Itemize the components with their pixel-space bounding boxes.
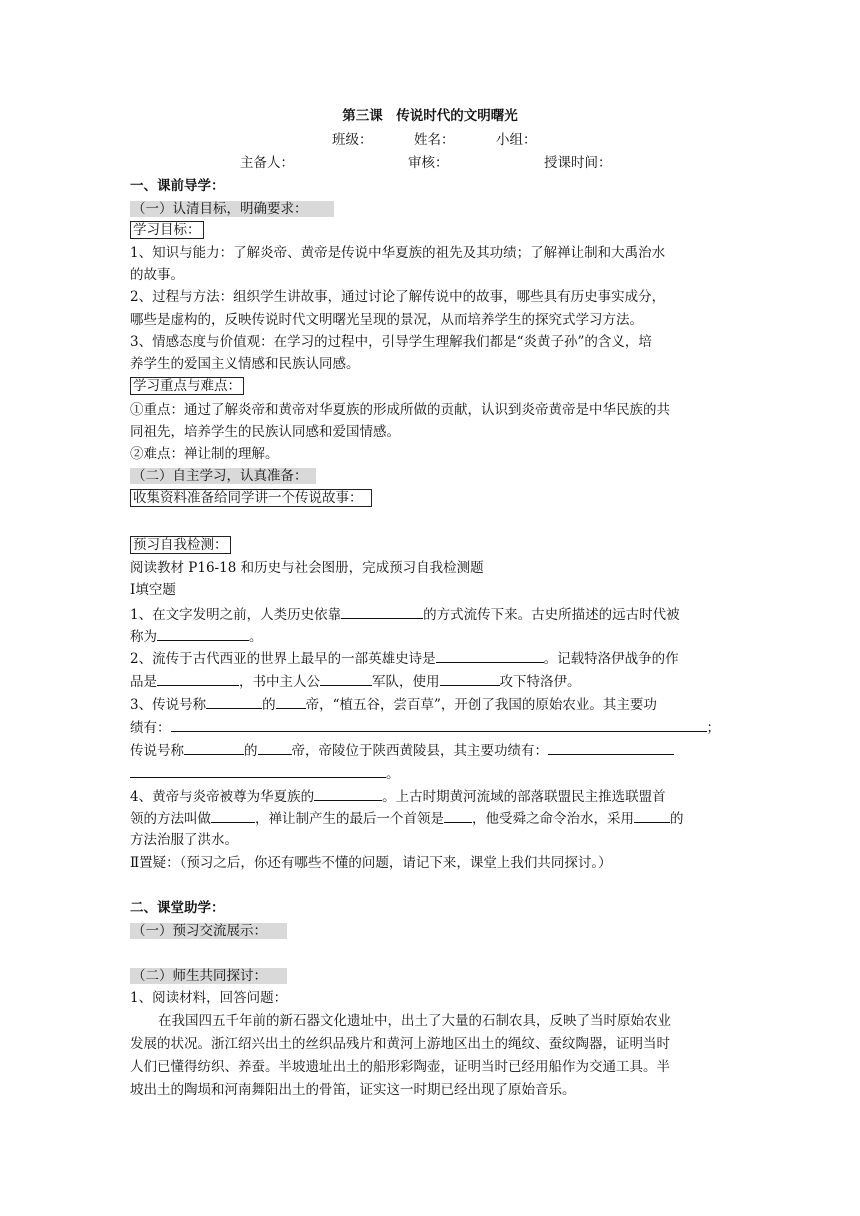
goal-2b: 哪些是虚构的，反映传说时代文明曙光呈现的景况，从而培养学生的探究式学习方法。 (130, 312, 643, 328)
subsection-2-1: （一）预习交流展示： (130, 923, 287, 939)
fill-blank-title: Ⅰ填空题 (130, 582, 176, 598)
answer-blank[interactable] (157, 671, 239, 686)
question-1-line-a: 1、在文字发明之前，人类历史依靠 的方式流传下来。古史所描述的远古时代被 (130, 604, 680, 625)
collect-story-box: 收集资料准备给同学讲一个传说故事： (130, 489, 372, 507)
class-label: 班级： (332, 132, 373, 148)
goals-box: 学习目标： (130, 221, 204, 239)
goal-2a: 2、过程与方法：组织学生讲故事，通过讨论了解传说中的故事，哪些具有历史事实成分， (130, 289, 666, 305)
question-3-line-a: 3、传说号称 的 帝，“植五谷，尝百草”，开创了我国的原始农业。其主要功 (130, 694, 657, 715)
answer-blank[interactable] (276, 694, 306, 709)
answer-blank[interactable] (171, 717, 707, 732)
answer-blank[interactable] (436, 648, 544, 663)
question-3-line-c: 传说号称 的 帝，帝陵位于陕西黄陵县，其主要功绩有： (130, 740, 674, 761)
name-label: 姓名： (414, 132, 455, 148)
key-point-1a: ①重点：通过了解炎帝和黄帝对华夏族的形成所做的贡献，认识到炎帝黄帝是中华民族的共 (130, 402, 670, 418)
key-point-2: ②难点：禅让制的理解。 (130, 446, 279, 462)
section-1-heading: 一、课前导学： (130, 178, 225, 194)
goal-1a: 1、知识与能力：了解炎帝、黄帝是传说中华夏族的祖先及其功绩；了解禅让制和大禹治水 (130, 245, 666, 261)
material-paragraph-line-2: 发展的状况。浙江绍兴出土的丝织品残片和黄河上游地区出土的绳纹、蚕纹陶器，证明当时 (130, 1036, 670, 1052)
question-2-line-a: 2、流传于古代西亚的世界上最早的一部英雄史诗是 。记载特洛伊战争的作 (130, 648, 679, 669)
section-2-heading: 二、课堂助学： (130, 900, 225, 916)
material-paragraph-line-1: 在我国四五千年前的新石器文化遗址中，出土了大量的石制农具，反映了当时原始农业 (158, 1013, 671, 1029)
header-line-1 (332, 130, 537, 150)
answer-blank[interactable] (211, 808, 255, 823)
answer-blank[interactable] (440, 671, 500, 686)
answer-blank[interactable] (444, 808, 472, 823)
material-paragraph-line-4: 坡出土的陶埙和河南舞阳出土的骨笛，证实这一时期已经出现了原始音乐。 (130, 1082, 576, 1098)
answer-blank[interactable] (548, 740, 674, 755)
goal-3a: 3、情感态度与价值观：在学习的过程中，引导学生理解我们都是“炎黄子孙”的含义，培 (130, 334, 652, 350)
answer-blank[interactable] (157, 626, 249, 641)
key-point-1b: 同祖先，培养学生的民族认同感和爱国情感。 (130, 424, 400, 440)
teach-time-label: 授课时间： (544, 155, 612, 171)
review-label: 审核： (408, 155, 449, 171)
answer-blank[interactable] (184, 740, 244, 755)
question-3-line-d: 。 (130, 763, 400, 784)
reading-instruction: 阅读教材 P16-18 和历史与社会图册，完成预习自我检测题 (130, 560, 484, 576)
answer-blank[interactable] (258, 740, 292, 755)
answer-blank[interactable] (130, 763, 386, 778)
header-line-2 (240, 153, 612, 173)
answer-blank[interactable] (206, 694, 262, 709)
question-4-line-a: 4、黄帝与炎帝被尊为华夏族的 。上古时期黄河流域的部落联盟民主推选联盟首 (130, 786, 666, 807)
answer-blank[interactable] (341, 604, 423, 619)
answer-blank[interactable] (634, 808, 670, 823)
material-paragraph-line-3: 人们已懂得纺织、养蚕。半坡遗址出土的船形彩陶壶，证明当时已经用船作为交通工具。半 (130, 1059, 670, 1075)
discussion-question-1: 1、阅读材料，回答问题： (130, 990, 288, 1006)
subsection-2-2: （二）师生共同探讨： (130, 968, 287, 984)
question-2-line-b: 品是 ，书中主人公 军队，使用 攻下特洛伊。 (130, 671, 581, 692)
lesson-title: 第三课 传说时代的文明曙光 (342, 108, 518, 124)
subsection-1-2: （二）自主学习，认真准备： (130, 468, 316, 484)
question-4-line-b: 领的方法叫做 ，禅让制产生的最后一个首领是 ，他受舜之命令治水，采用 的 (130, 808, 684, 829)
group-label: 小组： (496, 132, 537, 148)
key-points-box: 学习重点与难点： (130, 377, 244, 395)
subsection-1-1: （一）认清目标，明确要求： (130, 201, 334, 217)
goal-3b: 养学生的爱国主义情感和民族认同感。 (130, 356, 360, 372)
answer-blank[interactable] (314, 786, 382, 801)
self-check-box: 预习自我检测： (130, 536, 231, 554)
preparer-label: 主备人： (240, 155, 294, 171)
question-1-line-b: 称为 。 (130, 626, 263, 647)
question-3-line-b: 绩有： ； (130, 717, 720, 738)
answer-blank[interactable] (320, 671, 372, 686)
goal-1b: 的故事。 (130, 267, 184, 283)
doubt-prompt: Ⅱ置疑：（预习之后，你还有哪些不懂的问题，请记下来，课堂上我们共同探讨。） (130, 855, 612, 871)
question-4-line-c: 方法治服了洪水。 (130, 832, 238, 848)
